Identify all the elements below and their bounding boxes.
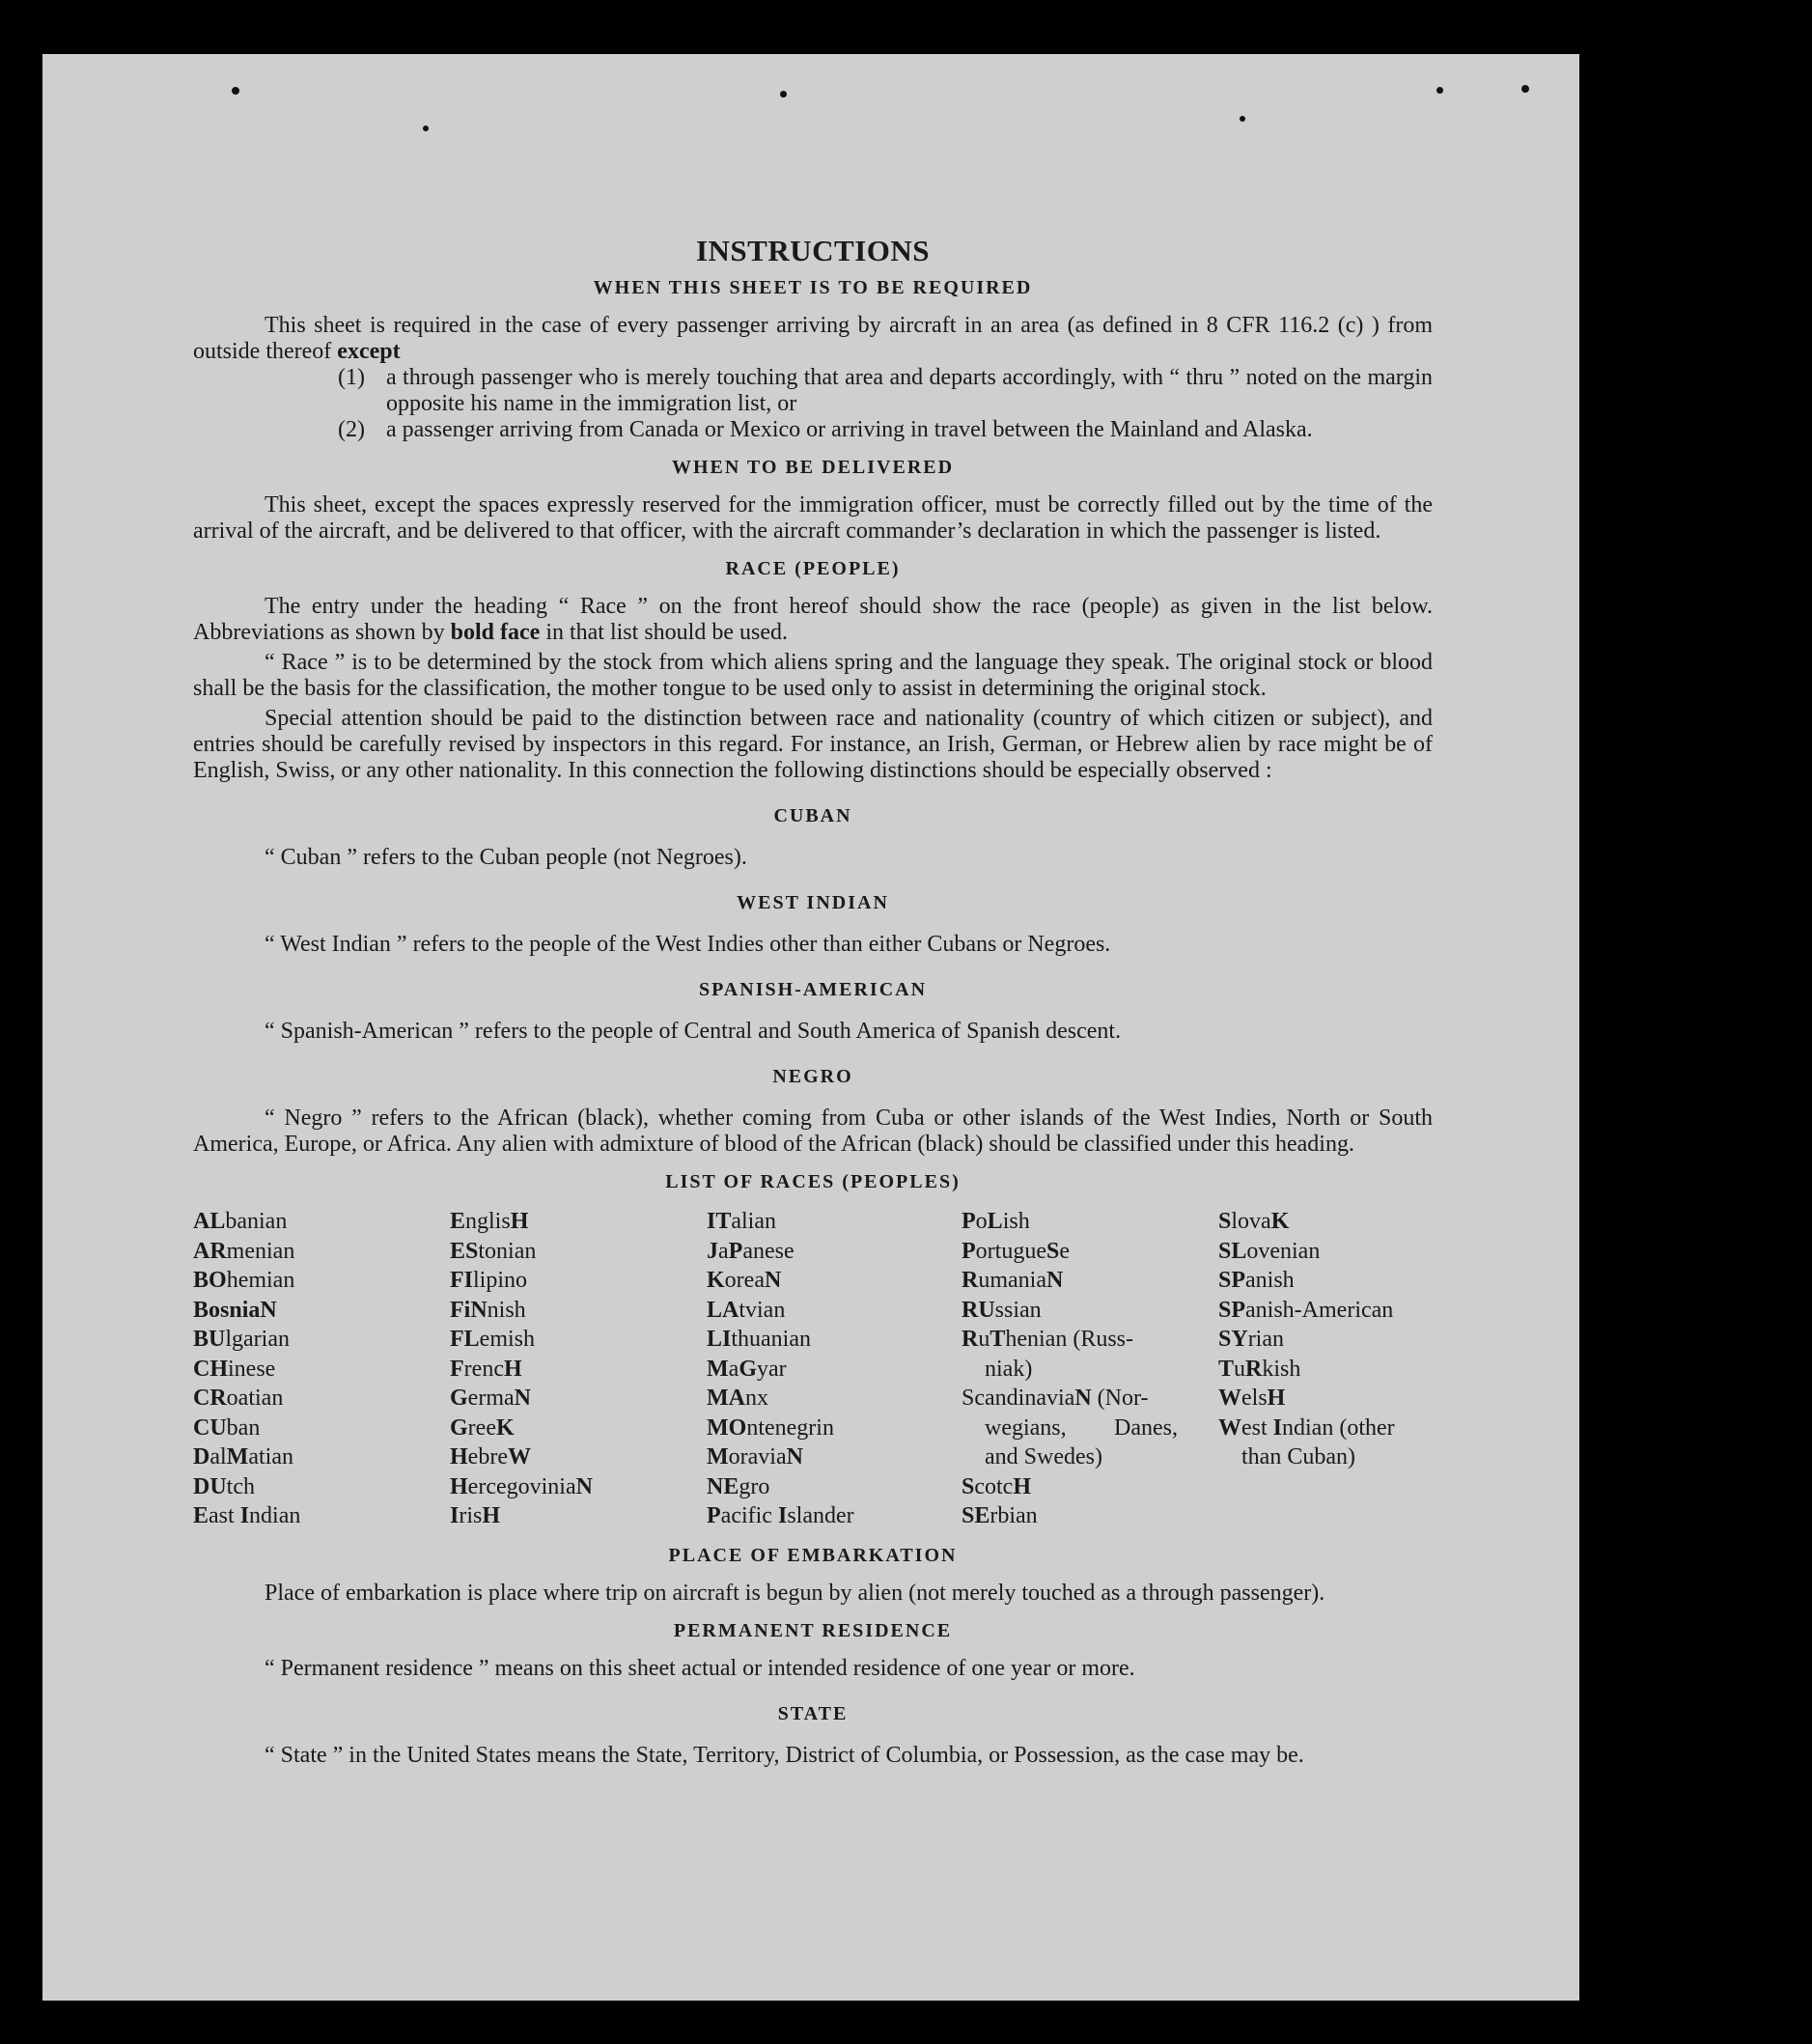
race-entry: SErbian bbox=[962, 1503, 1038, 1528]
race-list-column-4-top bbox=[962, 1207, 1218, 1325]
race-entry: SLovenian bbox=[1218, 1238, 1321, 1264]
race-list-column-2 bbox=[450, 1207, 707, 1531]
race-entry: TuRkish bbox=[1218, 1356, 1301, 1382]
section-heading-spanish-american: SPANISH-AMERICAN bbox=[698, 979, 928, 1000]
section-heading-state: STATE bbox=[777, 1702, 849, 1724]
race-entry: Pacific Islander bbox=[707, 1503, 854, 1528]
race-list-column-4 bbox=[962, 1207, 1218, 1531]
west-indian-text: “ West Indian ” refers to the people of the West Indies other than either Cubans or Negroes. bbox=[265, 932, 1111, 957]
required-intro: This sheet is required in the case of every passenger arriving by aircraft in an area (as defined in 8 CFR 116.2 (c) ) from outside thereof except bbox=[193, 313, 1433, 364]
race-entry: BOhemian bbox=[193, 1268, 295, 1293]
section-heading-west-indian: WEST INDIAN bbox=[737, 892, 889, 913]
section-heading-race: RACE (PEOPLE) bbox=[725, 558, 901, 579]
race-entry: ARmenian bbox=[193, 1238, 295, 1264]
race-entry-continuation: niak) bbox=[985, 1356, 1033, 1382]
race-entry: CUban bbox=[193, 1414, 261, 1441]
speck bbox=[423, 126, 429, 131]
race-entry: BosniaN bbox=[193, 1297, 277, 1323]
race-entry: SlovaK bbox=[1218, 1209, 1290, 1234]
race-paragraph-3: Special attention should be paid to the distinction between race and nationality (country of which citizen or subject), and entries should be carefully revised by inspectors in this regard. For instance, an Irish, German, or Hebrew alien by race might be of English, Swiss, or any other nationality. In this connection the following distinctions should be especially observed : bbox=[193, 706, 1433, 783]
race-entry: SYrian bbox=[1218, 1327, 1284, 1352]
exception-item-1: (1) a through passenger who is merely touching that area and departs accordingly, with “ thru ” noted on the margin opposite his name in the immigration list, or bbox=[338, 365, 1433, 416]
race-list-column-5-top bbox=[1218, 1207, 1433, 1414]
race-entry: LAtvian bbox=[707, 1297, 786, 1323]
speck bbox=[1436, 87, 1443, 94]
race-entry-continuation: than Cuban) bbox=[1241, 1444, 1355, 1470]
section-heading-cuban: CUBAN bbox=[773, 805, 852, 826]
race-entry: RumaniaN bbox=[962, 1268, 1064, 1293]
race-entry: SPanish bbox=[1218, 1268, 1295, 1293]
embarkation-text: Place of embarkation is place where trip on aircraft is begun by alien (not merely touched as a through passenger). bbox=[265, 1580, 1325, 1606]
permanent-residence-text: “ Permanent residence ” means on this sheet actual or intended residence of one year or more. bbox=[265, 1655, 1135, 1681]
race-entry-continuation: wegians, Danes, bbox=[985, 1414, 1178, 1441]
delivered-text: This sheet, except the spaces expressly reserved for the immigration officer, must be correctly filled out by the time of the arrival of the aircraft, and be delivered to that officer, with the aircraft commander’s declaration in which the passenger is listed. bbox=[193, 492, 1433, 544]
race-entry: SPanish-American bbox=[1218, 1297, 1394, 1323]
speck bbox=[1521, 85, 1529, 93]
race-entry: ITalian bbox=[707, 1209, 776, 1234]
state-text: “ State ” in the United States means the State, Territory, District of Columbia, or Possession, as the case may be. bbox=[265, 1742, 1304, 1768]
race-entry: BUlgarian bbox=[193, 1327, 290, 1352]
race-entry: RuThenian (Russ- bbox=[962, 1327, 1134, 1352]
race-list-column-1 bbox=[193, 1207, 450, 1531]
race-entry: GermaN bbox=[450, 1386, 531, 1411]
race-list-column-5 bbox=[1218, 1207, 1433, 1531]
speck bbox=[780, 91, 787, 98]
race-paragraph-2: “ Race ” is to be determined by the stock from which aliens spring and the language they speak. The original stock or blood shall be the basis for the classification, the mother tongue to be used only to assist in determining the original stock. bbox=[193, 650, 1433, 701]
speck bbox=[232, 87, 239, 95]
race-entry: FIlipino bbox=[450, 1268, 528, 1293]
section-heading-delivered: WHEN TO BE DELIVERED bbox=[671, 457, 955, 478]
race-entry: EStonian bbox=[450, 1238, 537, 1264]
race-entry: EnglisH bbox=[450, 1209, 529, 1234]
section-heading-list-of-races: LIST OF RACES (PEOPLES) bbox=[665, 1171, 961, 1192]
race-entry: MaGyar bbox=[707, 1356, 787, 1382]
race-entry: FiNnish bbox=[450, 1297, 526, 1323]
race-entry: MOntenegrin bbox=[707, 1414, 834, 1441]
race-list bbox=[193, 1207, 1433, 1531]
race-list-column-4-bottom bbox=[962, 1472, 1218, 1531]
race-entry: ScandinaviaN (Nor- bbox=[962, 1386, 1149, 1411]
spanish-american-text: “ Spanish-American ” refers to the people of Central and South America of Spanish descent. bbox=[265, 1019, 1122, 1044]
race-entry: NEgro bbox=[707, 1473, 770, 1499]
page-title: INSTRUCTIONS bbox=[695, 234, 930, 267]
race-entry: CRoatian bbox=[193, 1386, 284, 1411]
race-entry-continuation: and Swedes) bbox=[985, 1444, 1102, 1470]
speck bbox=[1240, 116, 1245, 122]
section-heading-embarkation: PLACE OF EMBARKATION bbox=[668, 1544, 958, 1566]
race-entry: IrisH bbox=[450, 1503, 501, 1528]
race-entry: PoLish bbox=[962, 1209, 1030, 1234]
race-entry: FrencH bbox=[450, 1356, 522, 1382]
race-entry: CHinese bbox=[193, 1356, 276, 1382]
document-page bbox=[42, 54, 1579, 2001]
race-entry: East Indian bbox=[193, 1503, 301, 1528]
race-entry: MoraviaN bbox=[707, 1444, 803, 1470]
race-entry: PortugueSe bbox=[962, 1238, 1070, 1264]
cuban-text: “ Cuban ” refers to the Cuban people (not Negroes). bbox=[265, 845, 747, 870]
race-entry: HercegoviniaN bbox=[450, 1473, 593, 1499]
race-paragraph-1: The entry under the heading “ Race ” on the front hereof should show the race (people) as given in the list below. Abbreviations as shown by bold face in that list should be used. bbox=[193, 594, 1433, 645]
race-entry: WelsH bbox=[1218, 1386, 1286, 1411]
race-entry: LIthuanian bbox=[707, 1327, 811, 1352]
race-entry: ALbanian bbox=[193, 1209, 288, 1234]
race-entry: JaPanese bbox=[707, 1238, 794, 1264]
race-entry: HebreW bbox=[450, 1444, 531, 1470]
section-heading-required: WHEN THIS SHEET IS TO BE REQUIRED bbox=[593, 277, 1033, 298]
race-entry: FLemish bbox=[450, 1327, 535, 1352]
race-entry: West Indian (other bbox=[1218, 1414, 1395, 1441]
race-entry: RUssian bbox=[962, 1297, 1042, 1323]
race-entry: ScotcH bbox=[962, 1473, 1032, 1499]
section-heading-negro: NEGRO bbox=[772, 1066, 853, 1087]
race-list-column-3 bbox=[707, 1207, 962, 1531]
race-entry: GreeK bbox=[450, 1414, 515, 1441]
document-body bbox=[193, 180, 1433, 1769]
race-entry: KoreaN bbox=[707, 1268, 782, 1293]
race-entry: DalMatian bbox=[193, 1444, 293, 1470]
race-entry: DUtch bbox=[193, 1473, 255, 1499]
negro-text: “ Negro ” refers to the African (black), whether coming from Cuba or other islands of the West Indies, North or South America, Europe, or Africa. Any alien with admixture of blood of the African (black) should be classified under this heading. bbox=[193, 1106, 1433, 1157]
race-entry: MAnx bbox=[707, 1386, 768, 1411]
section-heading-permanent-residence: PERMANENT RESIDENCE bbox=[673, 1619, 953, 1641]
exception-item-2: (2) a passenger arriving from Canada or Mexico or arriving in travel between the Mainland and Alaska. bbox=[338, 417, 1313, 442]
